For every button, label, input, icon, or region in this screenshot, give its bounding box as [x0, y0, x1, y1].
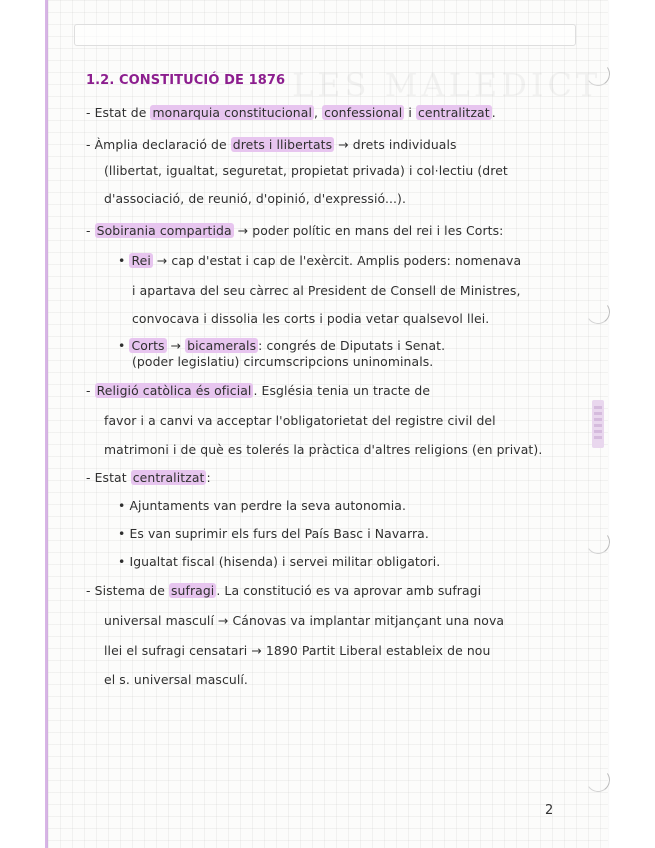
text-line — [86, 137, 457, 152]
highlight: sufragi — [170, 583, 215, 598]
text-span: • — [118, 253, 130, 268]
text-span: - Estat de — [86, 105, 151, 120]
text-span: → drets individuals — [334, 137, 457, 152]
text-line — [118, 338, 445, 353]
text-span: - Àmplia declaració de — [86, 137, 231, 152]
text-line: el s. universal masculí. — [104, 672, 248, 687]
highlight: confessional — [324, 105, 403, 120]
highlight: Rei — [131, 253, 151, 268]
text-span: - — [86, 223, 95, 238]
text-span: - Estat — [86, 470, 131, 485]
text-span: , — [314, 105, 323, 120]
page-number: 2 — [545, 803, 554, 818]
section-title: 1.2. CONSTITUCIÓ DE 1876 — [86, 73, 286, 88]
text-span: . Església tenia un tracte de — [253, 383, 431, 398]
text-line — [86, 583, 481, 598]
text-line: (llibertat, igualtat, seguretat, propietat privada) i col·lectiu (dret — [104, 163, 508, 178]
text-line: matrimoni i de què es tolerés la pràctica d'altres religions (en privat). — [104, 442, 543, 457]
text-span: i — [404, 105, 416, 120]
highlight: drets i llibertats — [232, 137, 333, 152]
text-span: . — [491, 105, 496, 120]
header-box — [74, 24, 576, 46]
text-span: . La constitució es va aprovar amb sufragi — [216, 583, 482, 598]
text-span: - Sistema de — [86, 583, 169, 598]
text-line — [86, 223, 503, 238]
text-line: i apartava del seu càrrec al President de Consell de Ministres, — [132, 283, 521, 298]
text-line — [86, 105, 496, 120]
highlight: monarquia constitucional — [152, 105, 312, 120]
text-line — [86, 383, 430, 398]
text-span: → cap d'estat i cap de l'exèrcit. Amplis poders: nomenava — [152, 253, 522, 268]
highlight: bicamerals — [187, 338, 257, 353]
highlight: Religió catòlica és oficial — [96, 383, 252, 398]
side-tab — [592, 400, 604, 448]
text-span: : congrés de Diputats i Senat. — [258, 338, 446, 353]
highlight: Corts — [131, 338, 165, 353]
text-line: (poder legislatiu) circumscripcions uninominals. — [132, 354, 434, 369]
text-span: • — [118, 338, 130, 353]
text-span: - — [86, 383, 95, 398]
highlight: centralitzat — [132, 470, 205, 485]
text-line: • Igualtat fiscal (hisenda) i servei militar obligatori. — [118, 554, 441, 569]
text-line: favor i a canvi va acceptar l'obligatorietat del registre civil del — [104, 413, 496, 428]
text-line: llei el sufragi censatari → 1890 Partit Liberal estableix de nou — [104, 643, 491, 658]
text-line: d'associació, de reunió, d'opinió, d'expressió...). — [104, 191, 407, 206]
text-span: → — [166, 338, 186, 353]
bleed-through-watermark — [292, 66, 601, 104]
text-line — [118, 253, 521, 268]
highlight: centralitzat — [417, 105, 490, 120]
text-line: convocava i dissolia les corts i podia vetar qualsevol llei. — [132, 311, 490, 326]
text-span: → poder polític en mans del rei i les Corts: — [233, 223, 504, 238]
text-span: : — [206, 470, 211, 485]
text-line: • Ajuntaments van perdre la seva autonomia. — [118, 498, 407, 513]
text-line: • Es van suprimir els furs del País Basc i Navarra. — [118, 526, 429, 541]
highlight: Sobirania compartida — [96, 223, 232, 238]
text-line — [86, 470, 211, 485]
text-line: universal masculí → Cánovas va implantar mitjançant una nova — [104, 613, 505, 628]
